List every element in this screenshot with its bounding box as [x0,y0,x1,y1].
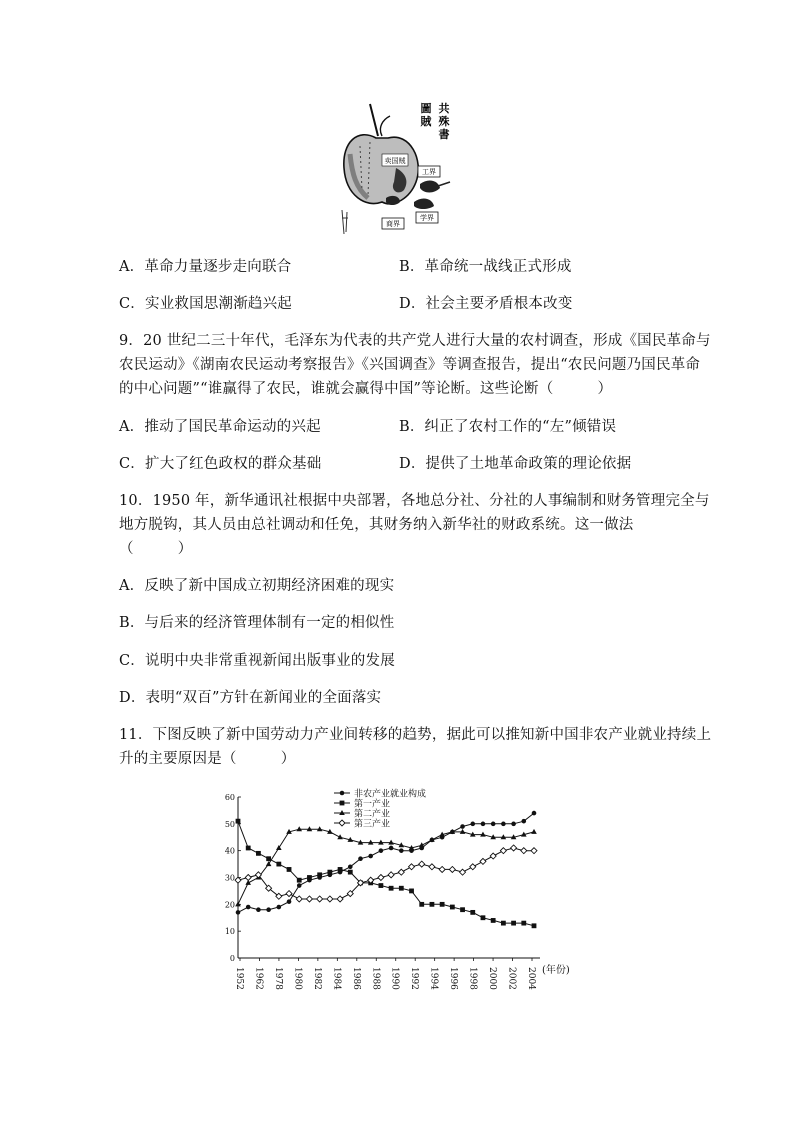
data-point [368,854,373,859]
data-point [236,819,241,824]
data-point [297,878,302,883]
data-point [246,846,251,851]
svg-text:共: 共 [438,102,450,115]
data-point [491,822,496,827]
q9-stem-line-2: 农民运动》《湖南农民运动考察报告》《兴国调查》等调查报告，提出“农民问题乃国民革命 [119,357,701,373]
x-axis-label: (年份) [542,965,570,976]
data-point [511,845,517,851]
y-tick-label: 0 [229,954,235,963]
x-tick-label: 1984 [331,967,342,990]
cartoon-merchants-label: 商界 [386,220,400,228]
data-point [245,875,251,881]
data-point [235,901,241,906]
data-point [450,905,455,910]
x-tick-label: 2000 [487,967,498,990]
data-point [277,905,282,910]
data-point [521,819,526,824]
data-point [532,811,537,816]
y-tick-label: 30 [224,873,235,883]
data-point [338,867,343,872]
data-point [532,923,537,928]
q8-option-a[interactable]: A．革命力量逐步走向联合 [119,259,292,275]
x-tick-label: 1988 [370,967,381,990]
y-tick-label: 20 [224,900,235,910]
data-point [470,910,475,915]
q9-option-b[interactable]: B．纠正了农村工作的“左”倾错误 [399,419,617,435]
data-point [460,829,466,834]
data-point [246,905,251,910]
data-point [470,864,476,870]
x-tick-label: 1986 [350,967,361,990]
x-tick-label: 1994 [428,967,439,990]
x-tick-label: 1978 [272,967,283,990]
q9-stem-line-1: 9．20 世纪二三十年代，毛泽东为代表的共产党人进行大量的农村调查，形成《国民革命与 [119,333,711,349]
legend-label: 第三产业 [354,819,391,830]
q9-option-d[interactable]: D．提供了土地革命政策的理论依据 [399,456,632,472]
data-point [317,896,323,902]
data-point [388,872,394,878]
data-point [379,848,384,853]
q10-stem-line-1: 10．1950 年，新华通讯社根据中央部署，各地总分社、分社的人事编制和财务管理完全与 [119,493,710,509]
data-point [501,822,506,827]
svg-text:殊: 殊 [438,115,450,128]
series-4 [235,845,537,902]
data-point [296,896,302,902]
data-point [317,872,322,877]
data-point [287,867,292,872]
legend-item [334,818,390,830]
q9-option-a[interactable]: A．推动了国民革命运动的兴起 [119,419,321,435]
q10-stem-line-2: 地方脱钩，其人员由总社调动和任免，其财务纳入新华社的财政系统。这一做法 [119,517,634,533]
x-tick-label: 1992 [409,967,420,990]
data-point [378,875,384,881]
labor-structure-line-chart [222,788,582,990]
data-point [531,829,537,834]
data-point [276,862,281,867]
x-tick-label: 1996 [448,967,459,990]
x-tick-label: 2004 [526,967,536,990]
q10-option-b[interactable]: B．与后来的经济管理体制有一定的相似性 [119,615,395,631]
data-point [511,921,516,926]
data-point [306,896,312,902]
data-point [409,889,414,894]
q10-option-c[interactable]: C．说明中央非常重视新闻出版事业的发展 [119,653,395,669]
q10-option-d[interactable]: D．表明“双百”方针在新闻业的全面落实 [119,690,382,706]
data-point [287,899,292,904]
data-point [358,856,363,861]
q11-stem-line-1: 11．下图反映了新中国劳动力产业间转移的趋势，据此可以推知新中国非农产业就业持续上 [119,727,712,743]
q10-option-a[interactable]: A．反映了新中国成立初期经济困难的现实 [119,578,395,594]
data-point [327,896,333,902]
cartoon-center-label: 卖国贼 [384,157,406,165]
x-tick-label: 1982 [311,967,322,990]
data-point [399,848,404,853]
data-point [235,877,241,883]
data-point [297,883,302,888]
data-point [307,875,312,880]
data-point [460,869,466,875]
data-point [480,832,486,837]
x-tick-label: 1952 [234,967,244,990]
series-line [238,829,534,904]
y-tick-label: 50 [224,819,235,829]
data-point [409,864,415,870]
svg-text:圖: 圖 [420,102,432,115]
data-point [501,921,506,926]
data-point [440,902,445,907]
data-point [460,907,465,912]
data-point [460,824,465,829]
data-point [389,846,394,851]
data-point [491,918,496,923]
data-point [348,870,353,875]
data-point [500,848,506,854]
x-tick-label: 1998 [467,967,478,990]
data-point [480,858,486,864]
legend-item [334,788,426,800]
cartoon-students-label: 学界 [420,214,434,222]
x-tick-label: 1980 [292,967,303,990]
data-point [348,864,353,869]
legend-label: 非农产业就业构成 [354,789,427,800]
apple-cartoon-illustration [338,98,458,240]
series-2 [236,819,537,928]
data-point [340,801,345,806]
data-point [256,851,261,856]
y-tick-label: 10 [224,927,235,937]
data-point [490,853,496,859]
cartoon-workers-label: 工界 [422,168,436,176]
x-tick-label: 1990 [389,967,400,990]
data-point [481,915,486,920]
cartoon-calligraphy-title [421,101,451,141]
q8-option-c[interactable]: C．实业救国思潮渐趋兴起 [119,296,292,312]
data-point [327,870,332,875]
data-point [511,822,516,827]
svg-text:賊: 賊 [420,115,432,128]
data-point [340,791,345,796]
q8-option-b[interactable]: B．革命统一战线正式形成 [399,259,572,275]
y-tick-label: 40 [224,846,235,856]
data-point [398,869,404,875]
data-point [419,861,425,867]
data-point [286,891,292,897]
data-point [266,907,271,912]
y-tick-label: 60 [224,793,235,802]
data-point [337,896,343,902]
x-tick-label: 1962 [253,967,264,990]
data-point [389,886,394,891]
q10-stem-line-3: （ ） [119,541,193,557]
q9-stem-line-3: 的中心问题”“谁赢得了农民，谁就会赢得中国”等论断。这些论断（ ） [119,381,613,397]
svg-text:書: 書 [438,128,450,141]
data-point [429,864,435,870]
series-line [238,821,534,926]
series-line [238,848,534,899]
legend-label: 第一产业 [354,799,391,810]
data-point [501,834,507,839]
data-point [470,822,475,827]
legend-label: 第二产业 [354,809,391,820]
data-point [339,820,345,826]
data-point [419,902,424,907]
legend-item [334,798,390,810]
q8-option-d[interactable]: D．社会主要矛盾根本改变 [399,296,573,312]
data-point [430,902,435,907]
data-point [378,883,383,888]
data-point [399,886,404,891]
data-point [521,848,527,854]
data-point [256,907,261,912]
data-point [521,921,526,926]
data-point [481,822,486,827]
q9-option-c[interactable]: C．扩大了红色政权的群众基础 [119,456,322,472]
data-point [236,910,241,915]
data-point [266,856,271,861]
legend-item [334,808,390,820]
data-point [449,866,455,872]
x-tick-label: 2002 [506,967,517,990]
data-point [531,848,537,854]
q11-stem-line-2: 升的主要原因是（ ） [119,751,296,767]
data-point [439,866,445,872]
